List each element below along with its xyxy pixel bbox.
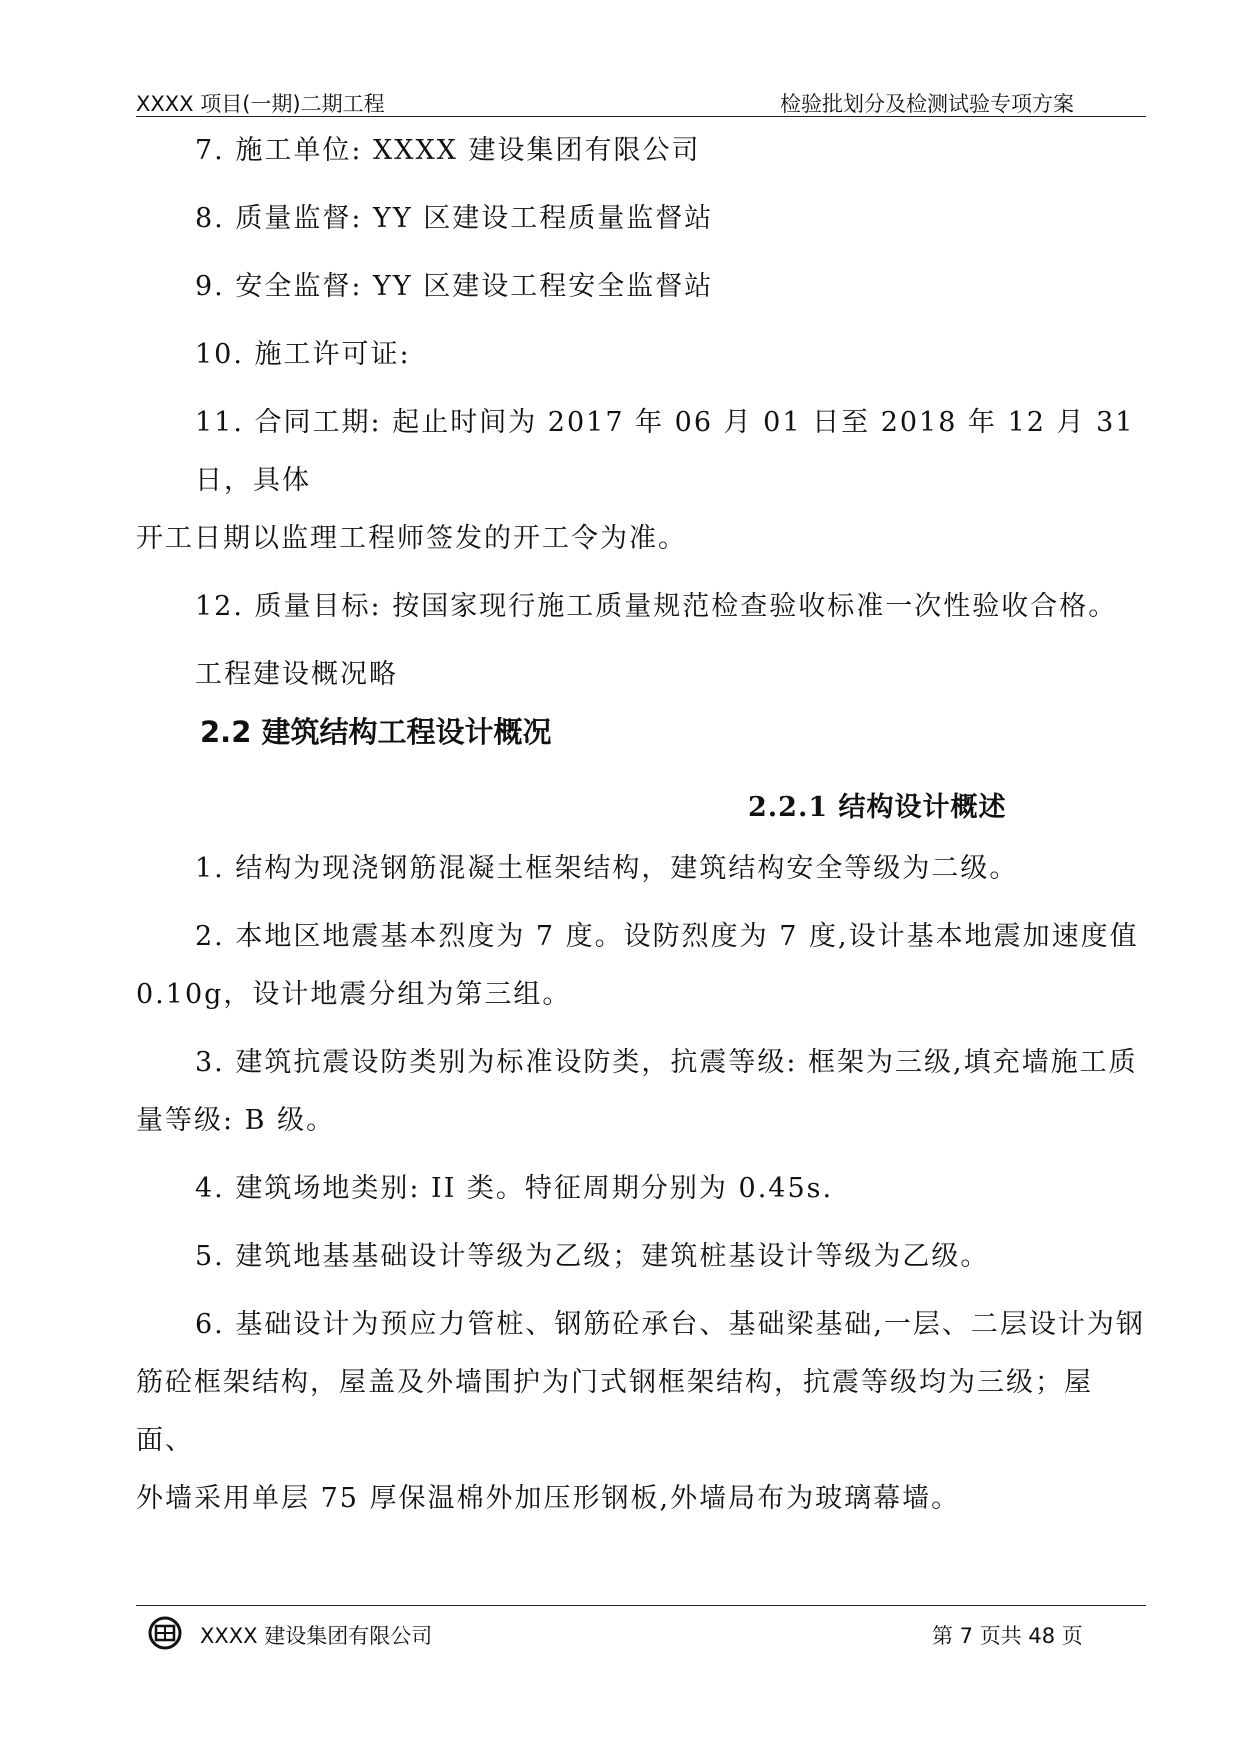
- paragraph: 10. 施工许可证:: [195, 339, 411, 370]
- company-logo-icon: [148, 1616, 182, 1650]
- structure-design-section: [136, 840, 1146, 1528]
- paragraph-continuation: 量等级: B 级。: [136, 1105, 336, 1136]
- page-body: [136, 128, 1146, 1514]
- footer-company-name: XXXX 建设集团有限公司: [200, 1624, 433, 1648]
- paragraph: 工程建设概况略: [195, 659, 398, 690]
- paragraph: 5. 建筑地基基础设计等级为乙级；建筑桩基设计等级为乙级。: [195, 1241, 990, 1272]
- paragraph: 8. 质量监督: YY 区建设工程质量监督站: [195, 203, 714, 234]
- paragraph: 12. 质量目标: 按国家现行施工质量规范检查验收标准一次性验收合格。: [195, 591, 1118, 622]
- paragraph: 6. 基础设计为预应力管桩、钢筋砼承台、基础梁基础,一层、二层设计为钢: [195, 1309, 1145, 1340]
- page-footer: [136, 1605, 1146, 1656]
- paragraph: 9. 安全监督: YY 区建设工程安全监督站: [195, 271, 714, 302]
- header-project-title: XXXX 项目(一期)二期工程: [136, 92, 385, 116]
- paragraph: 4. 建筑场地类别: II 类。特征周期分别为 0.45s.: [195, 1173, 834, 1204]
- page-header: [136, 86, 1146, 117]
- subsection-heading: 2.2.1 结构设计概述: [748, 792, 1007, 823]
- section-heading: 2.2 建筑结构工程设计概况: [200, 715, 552, 749]
- paragraph-continuation: 开工日期以监理工程师签发的开工令为准。: [136, 523, 687, 554]
- paragraph: 11. 合同工期: 起止时间为 2017 年 06 月 01 日至 2018 年 12 月 31 日，具体: [195, 407, 1135, 496]
- paragraph-continuation: 0.10g，设计地震分组为第三组。: [136, 979, 572, 1010]
- paragraph-continuation: 外墙采用单层 75 厚保温棉外加压形钢板,外墙局布为玻璃幕墙。: [136, 1483, 961, 1514]
- paragraph: 3. 建筑抗震设防类别为标准设防类，抗震等级: 框架为三级,填充墙施工质: [195, 1047, 1138, 1078]
- paragraph: 1. 结构为现浇钢筋混凝土框架结构，建筑结构安全等级为二级。: [195, 853, 1019, 884]
- paragraph: 7. 施工单位: XXXX 建设集团有限公司: [195, 135, 701, 166]
- header-document-title: 检验批划分及检测试验专项方案: [780, 92, 1074, 116]
- paragraph-continuation: 筋砼框架结构，屋盖及外墙围护为门式钢框架结构，抗震等级均为三级；屋面、: [136, 1367, 1093, 1456]
- footer-page-number: 第 7 页共 48 页: [932, 1624, 1083, 1648]
- paragraph: 2. 本地区地震基本烈度为 7 度。设防烈度为 7 度,设计基本地震加速度值: [195, 921, 1139, 952]
